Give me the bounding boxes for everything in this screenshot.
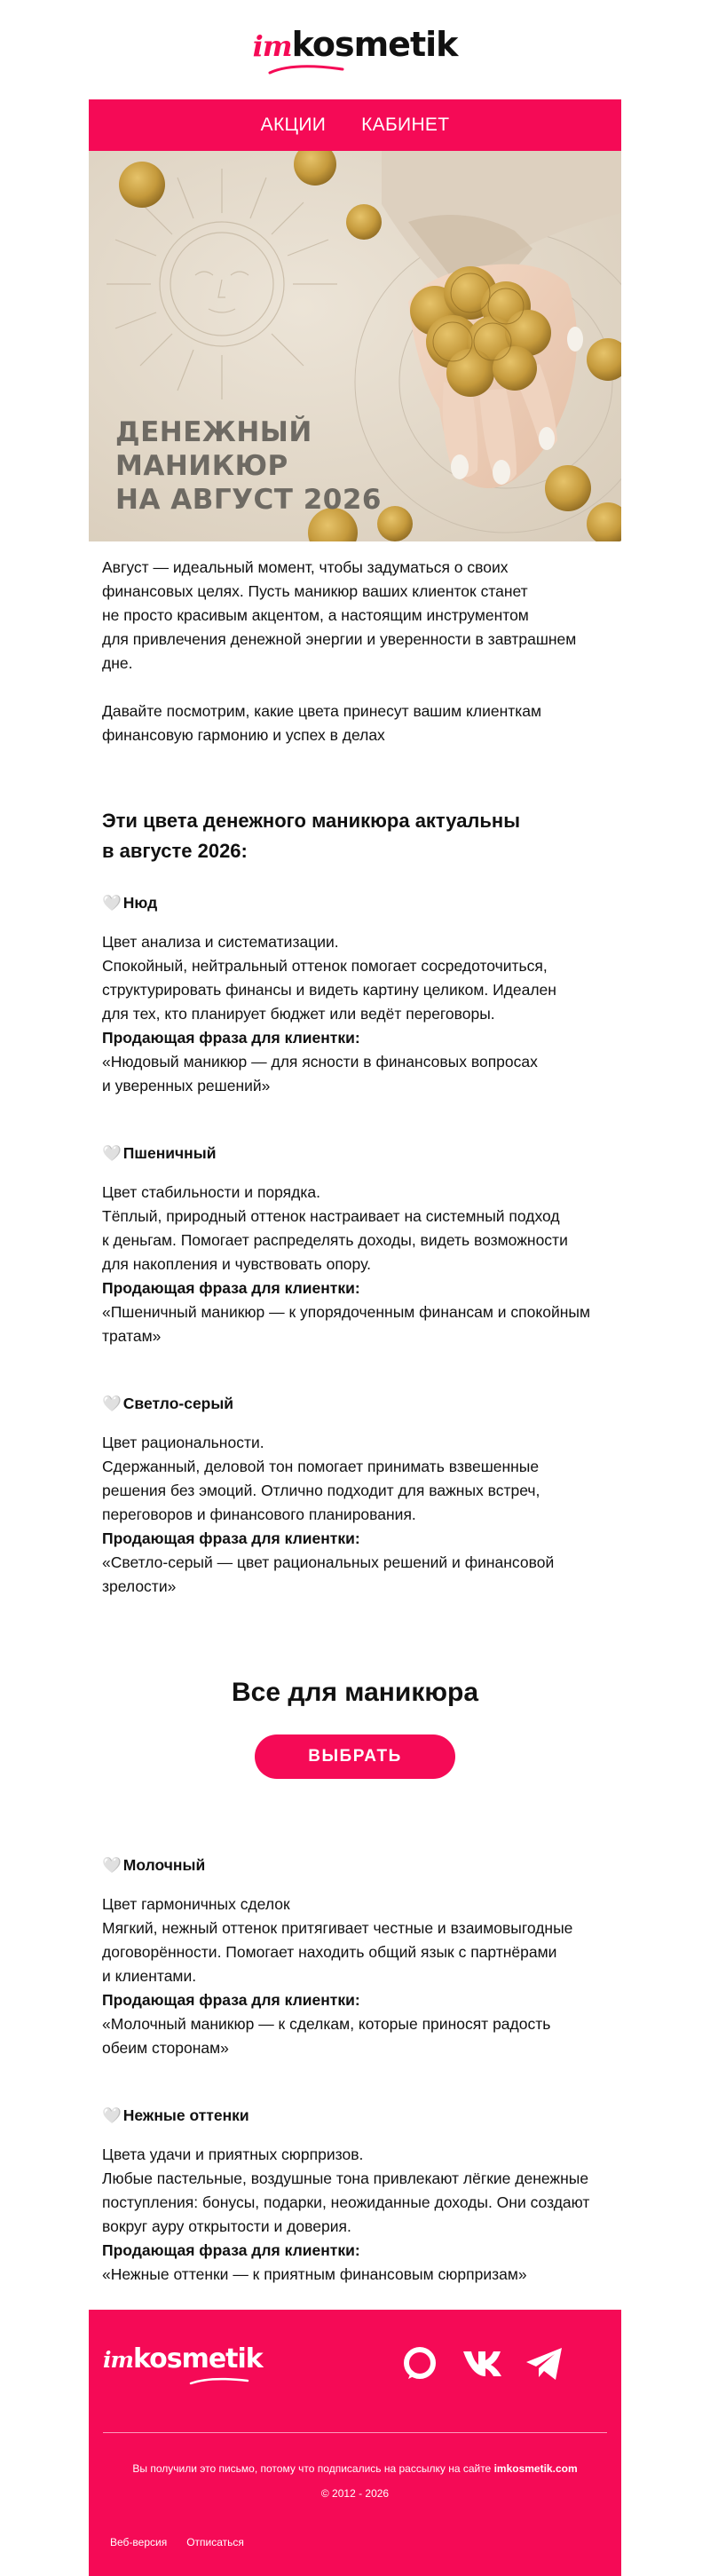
section-title-tender-shades [102,2104,249,2128]
text-line: структурировать финансы и видеть картину целиком. Идеален [102,981,556,999]
site-link[interactable]: imkosmetik.com [493,2462,578,2475]
copyright: © 2012 - 2026 [320,2487,390,2500]
footer-logo-swoosh-icon [188,2377,250,2386]
heading-line: Эти цвета денежного маникюра актуальны [102,810,521,832]
section-body-light-gray [102,1431,617,1599]
hero-banner[interactable] [89,151,621,541]
hero-title-line: ДЕНЕЖНЫЙ [115,416,312,448]
section-title-light-gray [102,1392,233,1416]
choose-button[interactable]: ВЫБРАТЬ [255,1734,455,1779]
text-line: зрелости» [102,1577,177,1595]
hero-title-line: МАНИКЮР [115,450,288,482]
text-line: Цвет гармоничных сделок [102,1895,290,1913]
logo-swoosh-icon [266,64,346,76]
text-line: Цвет стабильности и порядка. [102,1183,321,1201]
text-line: Цвет рациональности. [102,1434,264,1451]
phrase-label: Продающая фраза для клиентки: [102,1029,360,1047]
footer [89,2310,621,2576]
text-line: и уверенных решений» [102,1077,271,1094]
section-body-nude [102,930,617,1098]
heart-icon: 🤍 [102,894,122,912]
text-line: Сдержанный, деловой тон помогает принимать взвешенные [102,1458,540,1475]
section-title-text: Пшеничный [122,1144,217,1162]
text-line: поступления: бонусы, подарки, неожиданные доходы. Они создают [102,2193,590,2211]
text-line: к деньгам. Помогает распределять доходы, видеть возможности [102,1231,568,1249]
section-title-milky [102,1853,205,1877]
logo-prefix: im [103,2347,133,2373]
text-line: вокруг ауру открытости и доверия. [102,2217,351,2235]
telegram-icon[interactable] [522,2342,566,2386]
chat-bubble-icon[interactable] [398,2342,442,2386]
phrase-label: Продающая фраза для клиентки: [102,1991,360,2009]
phrase-label: Продающая фраза для клиентки: [102,2241,360,2259]
section-title-text: Нежные оттенки [122,2106,249,2124]
subscription-notice [89,2461,621,2477]
text-line: «Нюдовый маникюр — для ясности в финансовых вопросах [102,1053,538,1071]
text-line: Любые пастельные, воздушные тона привлекают лёгкие денежные [102,2169,589,2187]
text-line: не просто красивым акцентом, а настоящим инструментом [102,606,529,624]
intro-paragraph-1 [102,556,617,676]
text-line: финансовых целях. Пусть маникюр ваших клиенток станет [102,582,528,600]
vk-icon[interactable] [460,2342,504,2386]
logo-main: kosmetik [291,25,458,64]
footer-divider [103,2432,607,2433]
text-line: договорённости. Помогает находить общий язык с партнёрами [102,1943,557,1961]
nav-item-account[interactable]: КАБИНЕТ [361,115,450,135]
text-line: переговоров и финансового планирования. [102,1505,416,1523]
section-body-wheat [102,1181,617,1348]
text-line: для тех, кто планирует бюджет или ведёт переговоры. [102,1005,495,1023]
text-line: и клиентами. [102,1967,197,1985]
heading-line: в августе 2026: [102,840,248,862]
text-line: Цвета удачи и приятных сюрпризов. [102,2145,364,2163]
text-line: для накопления и чувствовать опору. [102,1255,371,1273]
heart-icon: 🤍 [102,1144,122,1162]
section-title-text: Молочный [122,1856,206,1874]
web-version-link[interactable]: Веб-версия [110,2536,168,2548]
text-line: «Молочный маникюр — к сделкам, которые приносят радость [102,2015,551,2033]
text-line: Спокойный, нейтральный оттенок помогает сосредоточиться, [102,957,548,975]
footer-links [110,2536,244,2548]
text-line: обеим сторонам» [102,2039,229,2057]
text-line: тратам» [102,1327,162,1345]
text-line: «Светло-серый — цвет рациональных решений и финансовой [102,1553,555,1571]
text-line: Цвет анализа и систематизации. [102,933,339,951]
hero-title-line: НА АВГУСТ 2026 [115,484,382,516]
cta-title: Все для маникюра [232,1678,478,1707]
unsubscribe-link[interactable]: Отписаться [186,2536,244,2548]
logo-main: kosmetik [132,2343,263,2375]
hero-title [115,415,382,517]
text-line: Давайте посмотрим, какие цвета принесут вашим клиенткам [102,702,542,720]
heart-icon: 🤍 [102,1395,122,1412]
brand-logo[interactable] [0,25,710,64]
section-title-nude [102,891,157,915]
text-line: решения без эмоций. Отлично подходит для важных встреч, [102,1482,540,1499]
phrase-label: Продающая фраза для клиентки: [102,1279,360,1297]
section-body-tender-shades [102,2143,617,2287]
text-line: Тёплый, природный оттенок настраивает на системный подход [102,1207,560,1225]
text-line: Август — идеальный момент, чтобы задуматься о своих [102,558,509,576]
notice-text: Вы получили это письмо, потому что подписались на рассылку на сайте [132,2462,494,2475]
heart-icon: 🤍 [102,2106,122,2124]
section-title-wheat [102,1142,216,1166]
intro-paragraph-2 [102,699,617,747]
text-line: финансовую гармонию и успех в делах [102,726,385,744]
text-line: дне. [102,654,133,672]
logo-prefix: im [252,29,292,63]
footer-logo[interactable] [103,2343,263,2375]
text-line: Мягкий, нежный оттенок притягивает честные и взаимовыгодные [102,1919,573,1937]
section-title-text: Нюд [122,894,158,912]
text-line: «Пшеничный маникюр — к упорядоченным финансам и спокойным [102,1303,591,1321]
top-nav [89,99,621,151]
nav-item-promotions[interactable]: АКЦИИ [260,115,327,135]
section-title-text: Светло-серый [122,1395,234,1412]
text-line: для привлечения денежной энергии и уверенности в завтрашнем [102,630,577,648]
heart-icon: 🤍 [102,1856,122,1874]
colors-heading [102,806,617,866]
phrase-label: Продающая фраза для клиентки: [102,1529,360,1547]
section-body-milky [102,1892,617,2060]
text-line: «Нежные оттенки — к приятным финансовым сюрпризам» [102,2265,527,2283]
